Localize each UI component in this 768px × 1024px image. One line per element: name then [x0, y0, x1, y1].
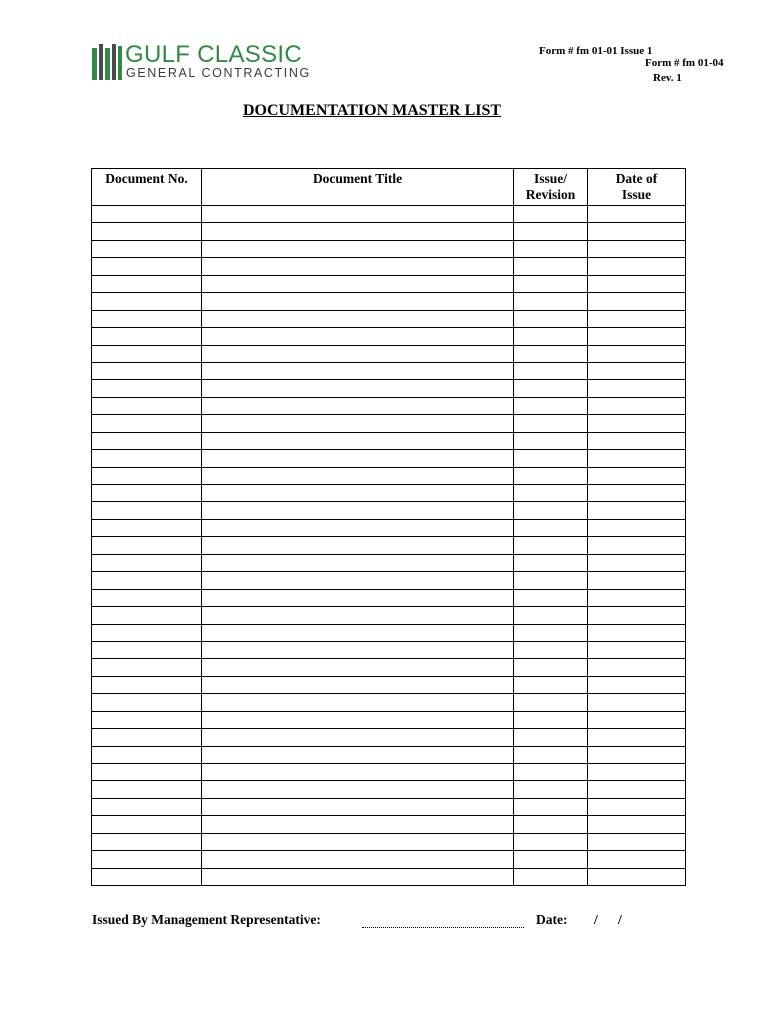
- document-title-cell[interactable]: [202, 397, 514, 414]
- issue-revision-cell[interactable]: [514, 328, 588, 345]
- issue-revision-cell[interactable]: [514, 397, 588, 414]
- document-no-cell[interactable]: [92, 711, 202, 728]
- document-no-cell[interactable]: [92, 467, 202, 484]
- document-no-cell[interactable]: [92, 537, 202, 554]
- table-header-row: [92, 169, 686, 206]
- document-title-cell[interactable]: [202, 345, 514, 362]
- date-of-issue-cell[interactable]: [588, 206, 686, 223]
- issue-revision-cell[interactable]: [514, 258, 588, 275]
- document-title-cell[interactable]: [202, 537, 514, 554]
- table-row: [92, 362, 686, 379]
- issue-revision-cell[interactable]: [514, 607, 588, 624]
- table-row: [92, 450, 686, 467]
- table-row: [92, 589, 686, 606]
- document-title-cell[interactable]: [202, 467, 514, 484]
- date-of-issue-cell[interactable]: [588, 519, 686, 536]
- document-no-cell[interactable]: [92, 833, 202, 850]
- table-row: [92, 502, 686, 519]
- table-row: [92, 432, 686, 449]
- document-no-cell[interactable]: [92, 345, 202, 362]
- document-no-cell[interactable]: [92, 223, 202, 240]
- date-of-issue-cell[interactable]: [588, 502, 686, 519]
- table-body: [92, 206, 686, 886]
- issue-revision-cell[interactable]: [514, 223, 588, 240]
- document-title-cell[interactable]: [202, 206, 514, 223]
- issue-revision-cell[interactable]: [514, 833, 588, 850]
- date-of-issue-cell[interactable]: [588, 537, 686, 554]
- document-title-cell[interactable]: [202, 554, 514, 571]
- document-title-cell[interactable]: [202, 764, 514, 781]
- date-of-issue-cell[interactable]: [588, 711, 686, 728]
- date-of-issue-cell[interactable]: [588, 467, 686, 484]
- table-row: [92, 485, 686, 502]
- date-of-issue-cell[interactable]: [588, 589, 686, 606]
- table-row: [92, 537, 686, 554]
- table-row: [92, 572, 686, 589]
- date-of-issue-cell[interactable]: [588, 328, 686, 345]
- document-title-cell[interactable]: [202, 729, 514, 746]
- column-header-issue-revision: Issue/ Revision: [514, 169, 588, 206]
- document-title-cell[interactable]: [202, 519, 514, 536]
- document-title-cell[interactable]: [202, 624, 514, 641]
- document-title-cell[interactable]: [202, 711, 514, 728]
- company-logo: [92, 41, 342, 84]
- table-row: [92, 624, 686, 641]
- date-label: Date:: [536, 912, 568, 927]
- table-row: [92, 676, 686, 693]
- date-of-issue-cell[interactable]: [588, 380, 686, 397]
- document-no-cell[interactable]: [92, 380, 202, 397]
- issue-revision-cell[interactable]: [514, 415, 588, 432]
- table-row: [92, 781, 686, 798]
- document-no-cell[interactable]: [92, 258, 202, 275]
- document-title-cell[interactable]: [202, 258, 514, 275]
- document-no-cell[interactable]: [92, 485, 202, 502]
- issue-revision-cell[interactable]: [514, 432, 588, 449]
- document-no-cell[interactable]: [92, 798, 202, 815]
- date-of-issue-cell[interactable]: [588, 798, 686, 815]
- issue-revision-cell[interactable]: [514, 362, 588, 379]
- document-no-cell[interactable]: [92, 589, 202, 606]
- document-title-cell[interactable]: [202, 432, 514, 449]
- date-of-issue-cell[interactable]: [588, 833, 686, 850]
- issue-revision-cell[interactable]: [514, 641, 588, 658]
- column-header-document-no: Document No.: [92, 169, 202, 206]
- document-title-cell[interactable]: [202, 275, 514, 292]
- table-row: [92, 746, 686, 763]
- issue-revision-cell[interactable]: [514, 868, 588, 885]
- issue-revision-cell[interactable]: [514, 589, 588, 606]
- date-of-issue-cell[interactable]: [588, 868, 686, 885]
- document-no-cell[interactable]: [92, 502, 202, 519]
- form-number-overlapped: Form # fm 01-01 Issue 1: [539, 45, 653, 57]
- document-no-cell[interactable]: [92, 607, 202, 624]
- document-title-cell[interactable]: [202, 816, 514, 833]
- table-row: [92, 694, 686, 711]
- document-title-cell[interactable]: [202, 746, 514, 763]
- document-no-cell[interactable]: [92, 554, 202, 571]
- document-no-cell[interactable]: [92, 624, 202, 641]
- table-row: [92, 641, 686, 658]
- table-row: [92, 764, 686, 781]
- issue-revision-cell[interactable]: [514, 293, 588, 310]
- document-title-cell[interactable]: [202, 694, 514, 711]
- document-title-cell[interactable]: [202, 641, 514, 658]
- issue-revision-cell[interactable]: [514, 380, 588, 397]
- date-of-issue-cell[interactable]: [588, 676, 686, 693]
- date-of-issue-cell[interactable]: [588, 450, 686, 467]
- issue-revision-cell[interactable]: [514, 729, 588, 746]
- date-of-issue-cell[interactable]: [588, 572, 686, 589]
- document-no-cell[interactable]: [92, 764, 202, 781]
- table-row: [92, 275, 686, 292]
- document-no-cell[interactable]: [92, 641, 202, 658]
- document-no-cell[interactable]: [92, 310, 202, 327]
- issue-revision-cell[interactable]: [514, 554, 588, 571]
- date-of-issue-cell[interactable]: [588, 851, 686, 868]
- document-title-cell[interactable]: [202, 380, 514, 397]
- logo-bars-icon: [92, 44, 122, 80]
- document-no-cell[interactable]: [92, 397, 202, 414]
- date-of-issue-cell[interactable]: [588, 415, 686, 432]
- table-row: [92, 519, 686, 536]
- document-no-cell[interactable]: [92, 293, 202, 310]
- issue-revision-cell[interactable]: [514, 240, 588, 257]
- date-of-issue-cell[interactable]: [588, 345, 686, 362]
- document-no-cell[interactable]: [92, 694, 202, 711]
- table-row: [92, 310, 686, 327]
- table-row: [92, 729, 686, 746]
- issue-revision-cell[interactable]: [514, 851, 588, 868]
- issue-revision-cell[interactable]: [514, 816, 588, 833]
- master-list-table: [91, 168, 686, 886]
- issue-revision-cell[interactable]: [514, 485, 588, 502]
- date-of-issue-cell[interactable]: [588, 275, 686, 292]
- date-of-issue-cell[interactable]: [588, 432, 686, 449]
- document-no-cell[interactable]: [92, 746, 202, 763]
- document-title-cell[interactable]: [202, 415, 514, 432]
- document-no-cell[interactable]: [92, 275, 202, 292]
- table-row: [92, 397, 686, 414]
- logo-company-name: GULF CLASSIC: [125, 41, 302, 68]
- date-of-issue-cell[interactable]: [588, 694, 686, 711]
- issue-revision-cell[interactable]: [514, 624, 588, 641]
- table-row: [92, 833, 686, 850]
- issued-by-label: Issued By Management Representative:: [92, 912, 321, 927]
- document-title-cell[interactable]: [202, 659, 514, 676]
- document-no-cell[interactable]: [92, 816, 202, 833]
- document-no-cell[interactable]: [92, 362, 202, 379]
- table-row: [92, 816, 686, 833]
- table-row: [92, 293, 686, 310]
- issue-revision-cell[interactable]: [514, 694, 588, 711]
- document-no-cell[interactable]: [92, 519, 202, 536]
- document-no-cell[interactable]: [92, 729, 202, 746]
- date-of-issue-cell[interactable]: [588, 641, 686, 658]
- issue-revision-cell[interactable]: [514, 502, 588, 519]
- table-row: [92, 659, 686, 676]
- issue-revision-cell[interactable]: [514, 676, 588, 693]
- table-row: [92, 467, 686, 484]
- table-row: [92, 868, 686, 885]
- issue-revision-cell[interactable]: [514, 711, 588, 728]
- document-title-cell[interactable]: [202, 450, 514, 467]
- table-row: [92, 607, 686, 624]
- date-of-issue-cell[interactable]: [588, 240, 686, 257]
- form-number: Form # fm 01-04: [645, 57, 724, 69]
- document-title-cell[interactable]: [202, 485, 514, 502]
- issue-revision-cell[interactable]: [514, 572, 588, 589]
- date-separator: /: [618, 912, 622, 927]
- issue-revision-cell[interactable]: [514, 310, 588, 327]
- document-title-cell[interactable]: [202, 798, 514, 815]
- date-of-issue-cell[interactable]: [588, 397, 686, 414]
- document-title-cell[interactable]: [202, 607, 514, 624]
- logo-company-tagline: GENERAL CONTRACTING: [126, 66, 311, 80]
- date-of-issue-cell[interactable]: [588, 729, 686, 746]
- document-title-cell[interactable]: [202, 223, 514, 240]
- revision-label: Rev. 1: [653, 72, 682, 84]
- issue-revision-cell[interactable]: [514, 537, 588, 554]
- document-no-cell[interactable]: [92, 328, 202, 345]
- table-row: [92, 711, 686, 728]
- date-of-issue-cell[interactable]: [588, 223, 686, 240]
- document-title-cell[interactable]: [202, 781, 514, 798]
- document-no-cell[interactable]: [92, 240, 202, 257]
- date-of-issue-cell[interactable]: [588, 607, 686, 624]
- date-of-issue-cell[interactable]: [588, 293, 686, 310]
- document-no-cell[interactable]: [92, 206, 202, 223]
- document-title-cell[interactable]: [202, 833, 514, 850]
- document-title-cell[interactable]: [202, 310, 514, 327]
- issue-revision-cell[interactable]: [514, 519, 588, 536]
- document-no-cell[interactable]: [92, 676, 202, 693]
- document-no-cell[interactable]: [92, 868, 202, 885]
- document-title-cell[interactable]: [202, 868, 514, 885]
- table-row: [92, 206, 686, 223]
- document-title-cell[interactable]: [202, 851, 514, 868]
- document-no-cell[interactable]: [92, 415, 202, 432]
- table-row: [92, 240, 686, 257]
- page-title: DOCUMENTATION MASTER LIST: [242, 102, 502, 119]
- date-of-issue-cell[interactable]: [588, 485, 686, 502]
- document-title-cell[interactable]: [202, 572, 514, 589]
- table-row: [92, 345, 686, 362]
- issue-revision-cell[interactable]: [514, 206, 588, 223]
- document-title-cell[interactable]: [202, 502, 514, 519]
- date-of-issue-cell[interactable]: [588, 781, 686, 798]
- issue-revision-cell[interactable]: [514, 659, 588, 676]
- column-header-date-of-issue: Date of Issue: [588, 169, 686, 206]
- document-no-cell[interactable]: [92, 450, 202, 467]
- document-title-cell[interactable]: [202, 676, 514, 693]
- table-row: [92, 258, 686, 275]
- date-of-issue-cell[interactable]: [588, 764, 686, 781]
- date-of-issue-cell[interactable]: [588, 746, 686, 763]
- date-separator: /: [594, 912, 598, 927]
- document-title-cell[interactable]: [202, 589, 514, 606]
- document-title-cell[interactable]: [202, 293, 514, 310]
- document-no-cell[interactable]: [92, 572, 202, 589]
- signature-line[interactable]: [362, 927, 524, 928]
- issue-revision-cell[interactable]: [514, 764, 588, 781]
- table-row: [92, 328, 686, 345]
- document-title-cell[interactable]: [202, 328, 514, 345]
- date-of-issue-cell[interactable]: [588, 816, 686, 833]
- issue-revision-cell[interactable]: [514, 275, 588, 292]
- issue-revision-cell[interactable]: [514, 450, 588, 467]
- issue-revision-cell[interactable]: [514, 746, 588, 763]
- column-header-document-title: Document Title: [202, 169, 514, 206]
- table-row: [92, 415, 686, 432]
- document-no-cell[interactable]: [92, 851, 202, 868]
- issue-revision-cell[interactable]: [514, 345, 588, 362]
- table-row: [92, 380, 686, 397]
- table-row: [92, 798, 686, 815]
- document-no-cell[interactable]: [92, 432, 202, 449]
- document-no-cell[interactable]: [92, 781, 202, 798]
- table-row: [92, 554, 686, 571]
- date-of-issue-cell[interactable]: [588, 258, 686, 275]
- issue-revision-cell[interactable]: [514, 781, 588, 798]
- date-of-issue-cell[interactable]: [588, 554, 686, 571]
- table-row: [92, 851, 686, 868]
- issue-revision-cell[interactable]: [514, 467, 588, 484]
- date-of-issue-cell[interactable]: [588, 310, 686, 327]
- issue-revision-cell[interactable]: [514, 798, 588, 815]
- date-of-issue-cell[interactable]: [588, 362, 686, 379]
- document-title-cell[interactable]: [202, 240, 514, 257]
- table-row: [92, 223, 686, 240]
- date-of-issue-cell[interactable]: [588, 624, 686, 641]
- document-title-cell[interactable]: [202, 362, 514, 379]
- date-of-issue-cell[interactable]: [588, 659, 686, 676]
- document-no-cell[interactable]: [92, 659, 202, 676]
